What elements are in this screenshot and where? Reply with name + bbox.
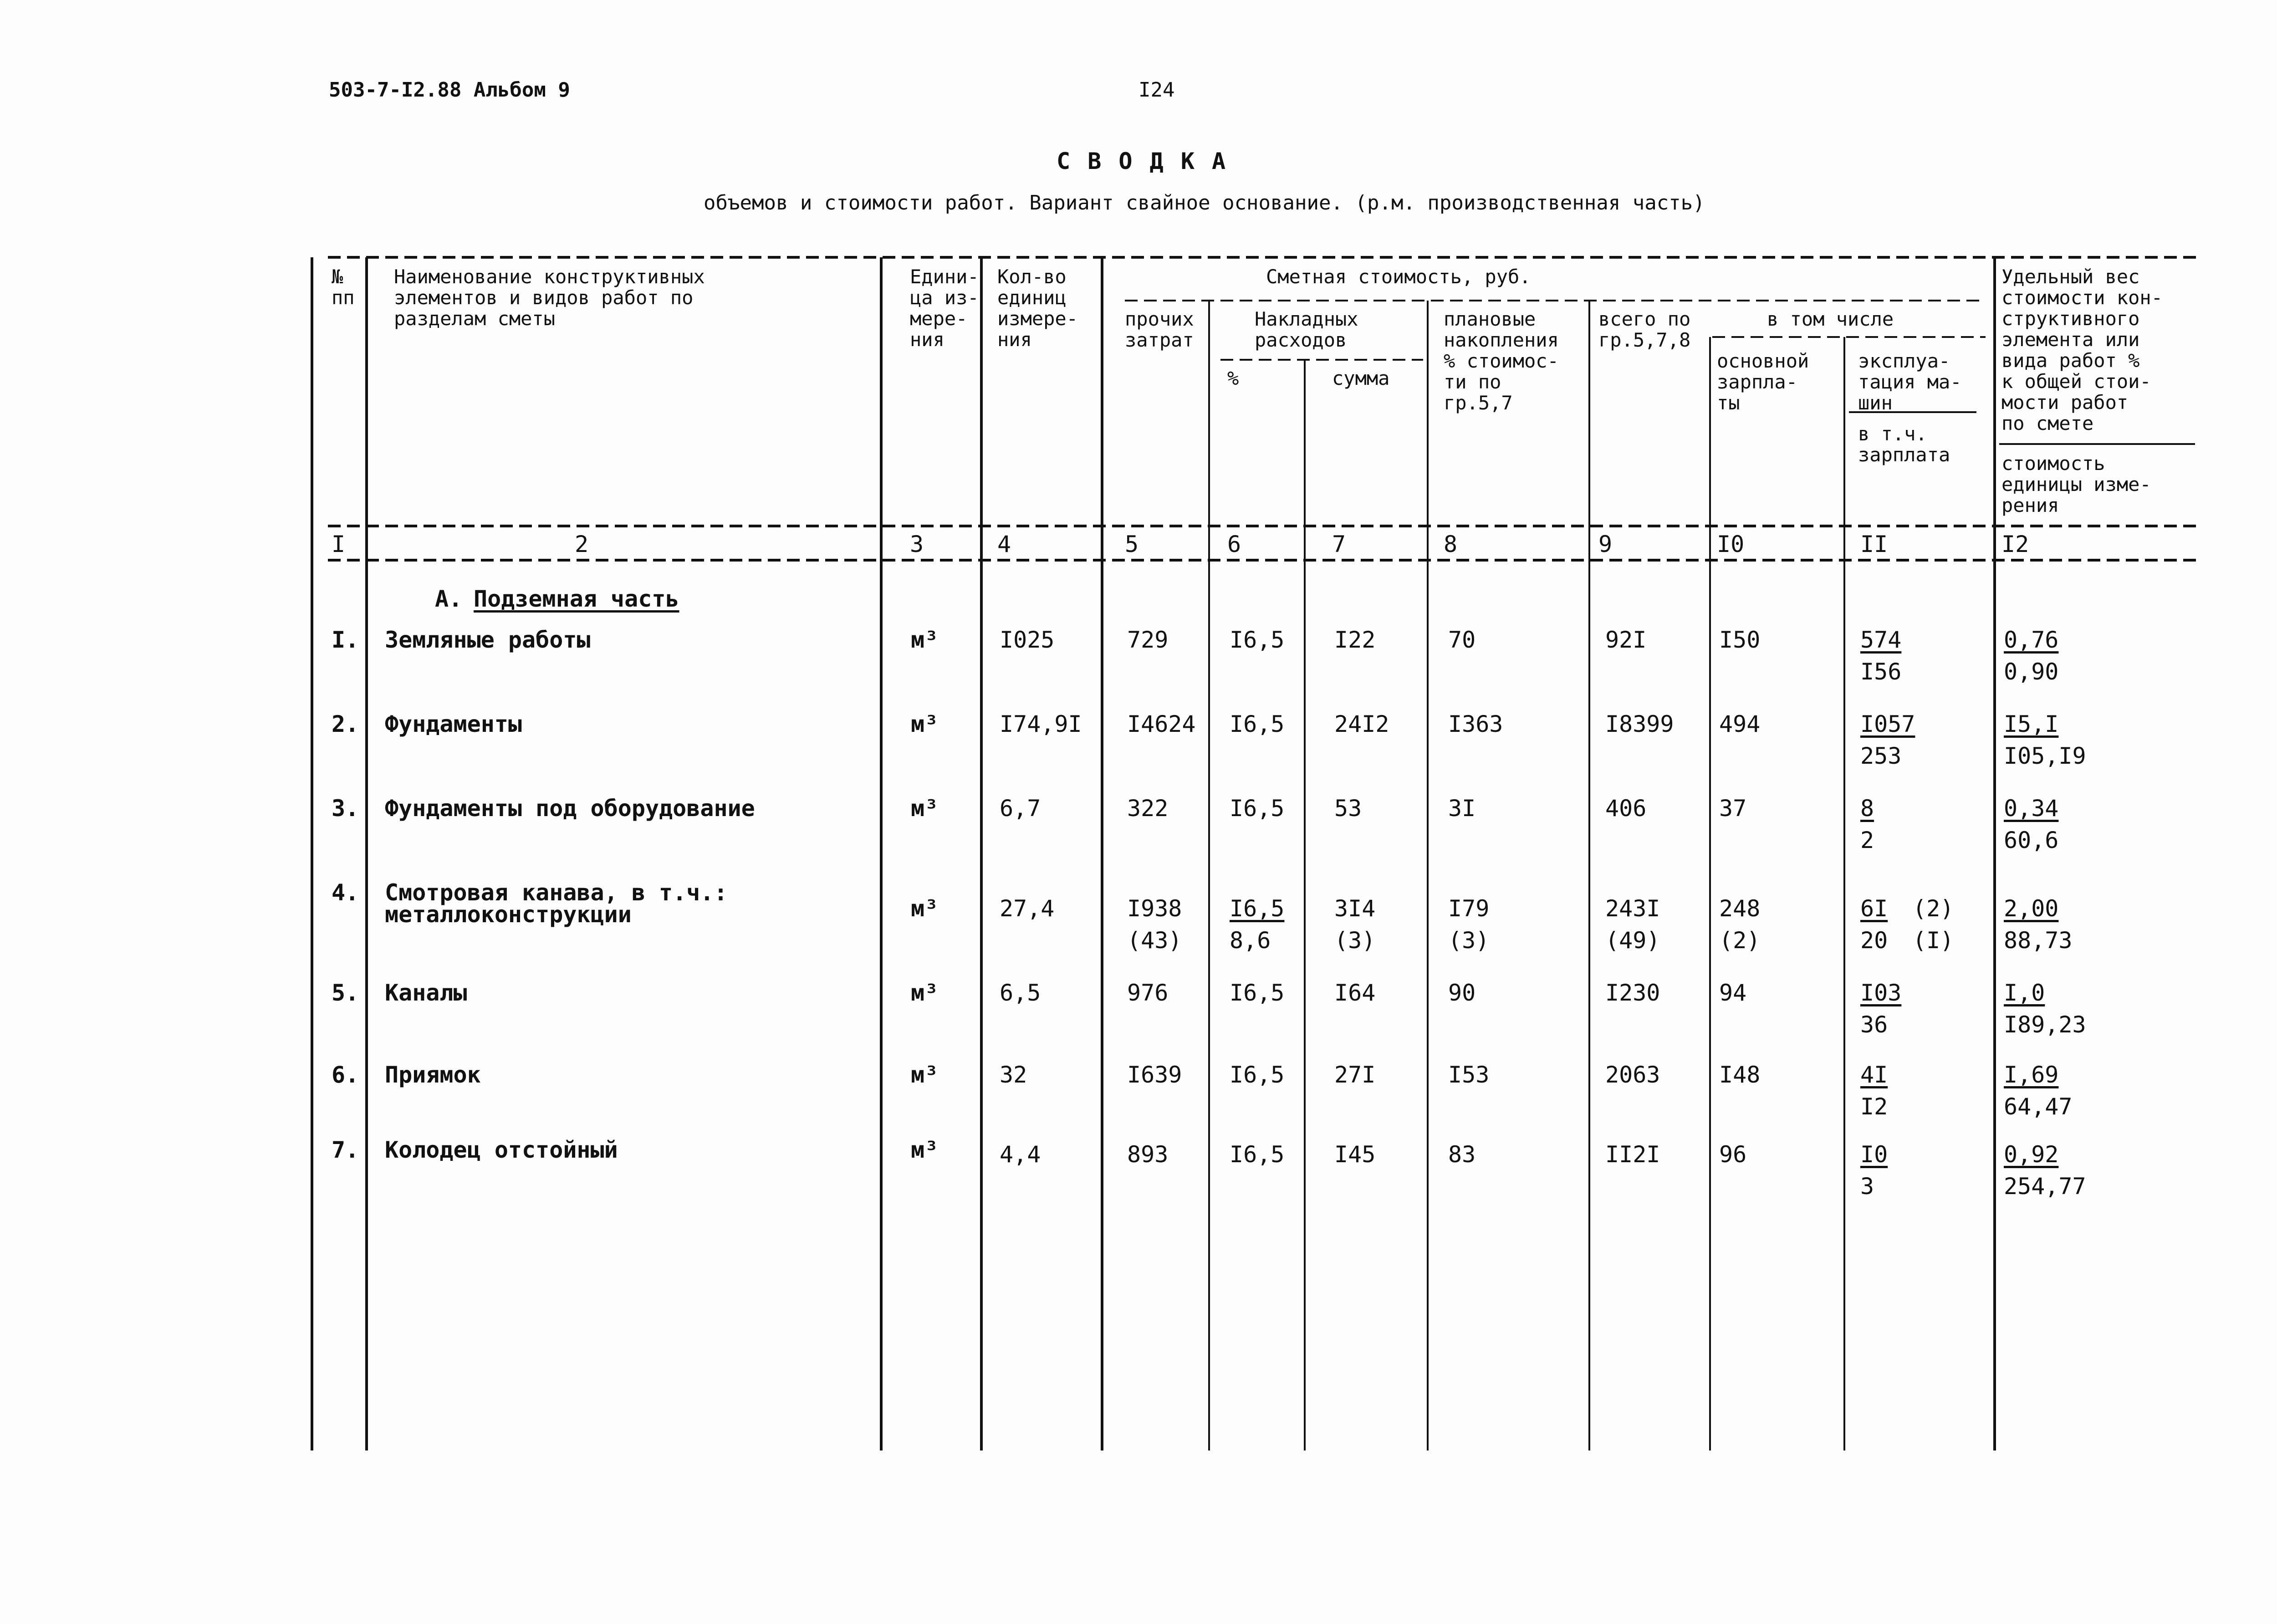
item-name: Каналы bbox=[385, 980, 467, 1006]
row-number: 2. bbox=[332, 711, 359, 737]
header-overhead-percent: % bbox=[1227, 367, 1239, 389]
base-salary: 94 bbox=[1719, 980, 1747, 1006]
quantity: 4,4 bbox=[1000, 1141, 1041, 1168]
header-base-salary: основной зарпла- ты bbox=[1717, 350, 1809, 414]
planned-savings: 90 bbox=[1448, 980, 1476, 1006]
document-code: 503-7-I2.88 Альбом 9 bbox=[329, 78, 570, 102]
header-item-name: Наименование конструктивных элементов и видов работ по разделам сметы bbox=[394, 266, 705, 330]
unit: м³ bbox=[911, 711, 939, 737]
header-machine-operation: эксплуа- тация ма- шин bbox=[1858, 350, 1962, 414]
row-number: 4. bbox=[332, 879, 359, 906]
overhead-sum: 24I2 bbox=[1334, 711, 1389, 737]
total: 92I bbox=[1605, 627, 1647, 653]
header-total: всего по гр.5,7,8 bbox=[1598, 308, 1691, 351]
row-number: I. bbox=[332, 627, 359, 653]
overhead-percent-metal: 8,6 bbox=[1230, 927, 1271, 954]
other-costs: 893 bbox=[1127, 1141, 1169, 1168]
header-estimated-cost: Сметная стоимость, руб. bbox=[1266, 266, 1531, 288]
machine-salary: 253 bbox=[1860, 743, 1902, 769]
page-number: I24 bbox=[1138, 78, 1175, 102]
column-number: I0 bbox=[1717, 531, 1745, 557]
header-including: в том числе bbox=[1767, 308, 1894, 330]
planned-savings: I53 bbox=[1448, 1062, 1490, 1088]
other-costs: I938 bbox=[1127, 895, 1182, 922]
total-metal: (49) bbox=[1605, 927, 1660, 954]
item-name: Земляные работы bbox=[385, 627, 591, 653]
base-salary: 37 bbox=[1719, 795, 1747, 822]
overhead-sum: I64 bbox=[1334, 980, 1376, 1006]
other-costs: 976 bbox=[1127, 980, 1169, 1006]
overhead-percent: I6,5 bbox=[1230, 711, 1285, 737]
other-costs-metal: (43) bbox=[1127, 927, 1182, 954]
machine-salary: I56 bbox=[1860, 659, 1902, 685]
unit: м³ bbox=[911, 980, 939, 1006]
overhead-sum: 27I bbox=[1334, 1062, 1376, 1088]
document-subtitle: объемов и стоимости работ. Вариант свайное основание. (р.м. производственная часть) bbox=[704, 191, 1705, 214]
column-number: 4 bbox=[997, 531, 1011, 557]
share-weight: 0,92 bbox=[2004, 1141, 2059, 1168]
machine-salary: 36 bbox=[1860, 1011, 1888, 1038]
overhead-sum: I22 bbox=[1334, 627, 1376, 653]
quantity: 6,7 bbox=[1000, 795, 1041, 822]
column-number: 7 bbox=[1332, 531, 1346, 557]
unit-cost: 254,77 bbox=[2004, 1173, 2086, 1200]
base-salary: 494 bbox=[1719, 711, 1761, 737]
document-title: С В О Д К А bbox=[1057, 148, 1228, 174]
total: I230 bbox=[1605, 980, 1660, 1006]
column-number: 6 bbox=[1227, 531, 1241, 557]
unit-cost: 0,90 bbox=[2004, 659, 2059, 685]
column-number: I bbox=[332, 531, 346, 557]
other-costs: 322 bbox=[1127, 795, 1169, 822]
column-number: 5 bbox=[1125, 531, 1139, 557]
machine-operation: 6I bbox=[1860, 895, 1888, 922]
unit: м³ bbox=[911, 895, 939, 922]
header-other-costs: прочих затрат bbox=[1125, 308, 1194, 351]
column-number: 8 bbox=[1444, 531, 1458, 557]
header-unit-cost: стоимость единицы изме- рения bbox=[2001, 452, 2151, 516]
total: 243I bbox=[1605, 895, 1660, 922]
total: I8399 bbox=[1605, 711, 1674, 737]
overhead-sum: 53 bbox=[1334, 795, 1362, 822]
overhead-sum-metal: (3) bbox=[1334, 927, 1376, 954]
overhead-percent: I6,5 bbox=[1230, 627, 1285, 653]
share-weight: 2,00 bbox=[2004, 895, 2059, 922]
overhead-percent: I6,5 bbox=[1230, 795, 1285, 822]
item-name-subline: металлоконструкции bbox=[385, 901, 632, 928]
overhead-sum: 3I4 bbox=[1334, 895, 1376, 922]
section-title: Подземная часть bbox=[474, 586, 679, 612]
total: 406 bbox=[1605, 795, 1647, 822]
machine-salary: 20 bbox=[1860, 927, 1888, 954]
header-unit: Едини- ца из- мере- ния bbox=[910, 266, 979, 351]
planned-savings-metal: (3) bbox=[1448, 927, 1490, 954]
base-salary: 248 bbox=[1719, 895, 1761, 922]
base-salary: I50 bbox=[1719, 627, 1761, 653]
header-overhead: Накладных расходов bbox=[1255, 308, 1358, 351]
unit: м³ bbox=[911, 1137, 939, 1163]
quantity: I74,9I bbox=[1000, 711, 1082, 737]
quantity: I025 bbox=[1000, 627, 1055, 653]
machine-operation: 8 bbox=[1860, 795, 1874, 822]
machine-operation: I03 bbox=[1860, 980, 1902, 1006]
machine-operation-metal: (2) bbox=[1913, 895, 1954, 922]
other-costs: I4624 bbox=[1127, 711, 1196, 737]
section-letter: А. bbox=[435, 586, 463, 612]
header-row-number: № пп bbox=[332, 266, 355, 309]
row-number: 5. bbox=[332, 980, 359, 1006]
overhead-percent: I6,5 bbox=[1230, 980, 1285, 1006]
column-number: 9 bbox=[1598, 531, 1613, 557]
other-costs: I639 bbox=[1127, 1062, 1182, 1088]
share-weight: 0,76 bbox=[2004, 627, 2059, 653]
machine-salary: I2 bbox=[1860, 1093, 1888, 1120]
header-machine-salary: в т.ч. зарплата bbox=[1858, 423, 1950, 466]
unit-cost: 64,47 bbox=[2004, 1093, 2073, 1120]
share-weight: I,69 bbox=[2004, 1062, 2059, 1088]
overhead-percent: I6,5 bbox=[1230, 1141, 1285, 1168]
machine-operation: 574 bbox=[1860, 627, 1902, 653]
unit-cost: 88,73 bbox=[2004, 927, 2073, 954]
planned-savings: I363 bbox=[1448, 711, 1503, 737]
other-costs: 729 bbox=[1127, 627, 1169, 653]
overhead-sum: I45 bbox=[1334, 1141, 1376, 1168]
machine-operation: 4I bbox=[1860, 1062, 1888, 1088]
column-number: 2 bbox=[575, 531, 589, 557]
machine-operation: I057 bbox=[1860, 711, 1915, 737]
quantity: 32 bbox=[1000, 1062, 1027, 1088]
item-name: Фундаменты под оборудование bbox=[385, 795, 755, 822]
machine-salary-metal: (I) bbox=[1913, 927, 1954, 954]
column-number: II bbox=[1860, 531, 1888, 557]
unit: м³ bbox=[911, 795, 939, 822]
base-salary-metal: (2) bbox=[1719, 927, 1761, 954]
item-name: Колодец отстойный bbox=[385, 1137, 618, 1163]
planned-savings: 3I bbox=[1448, 795, 1476, 822]
share-weight: I,0 bbox=[2004, 980, 2045, 1006]
machine-salary: 3 bbox=[1860, 1173, 1874, 1200]
base-salary: 96 bbox=[1719, 1141, 1747, 1168]
base-salary: I48 bbox=[1719, 1062, 1761, 1088]
row-number: 7. bbox=[332, 1137, 359, 1163]
share-weight: I5,I bbox=[2004, 711, 2059, 737]
header-share-weight: Удельный вес стоимости кон- структивного элемента или вида работ % к общей стои- мости работ по смете bbox=[2001, 266, 2163, 434]
quantity: 27,4 bbox=[1000, 895, 1055, 922]
share-weight: 0,34 bbox=[2004, 795, 2059, 822]
planned-savings: 83 bbox=[1448, 1141, 1476, 1168]
header-quantity: Кол-во единиц измере- ния bbox=[997, 266, 1078, 351]
machine-operation: I0 bbox=[1860, 1141, 1888, 1168]
item-name: Фундаменты bbox=[385, 711, 522, 737]
column-number: I2 bbox=[2001, 531, 2029, 557]
machine-salary: 2 bbox=[1860, 827, 1874, 853]
unit-cost: I89,23 bbox=[2004, 1011, 2086, 1038]
header-planned-savings: плановые накопления % стоимос- ти по гр.5,7 bbox=[1444, 308, 1559, 414]
overhead-percent: I6,5 bbox=[1230, 895, 1285, 922]
unit: м³ bbox=[911, 627, 939, 653]
planned-savings: 70 bbox=[1448, 627, 1476, 653]
column-number: 3 bbox=[910, 531, 924, 557]
overhead-percent: I6,5 bbox=[1230, 1062, 1285, 1088]
header-overhead-sum: сумма bbox=[1332, 367, 1390, 389]
quantity: 6,5 bbox=[1000, 980, 1041, 1006]
unit: м³ bbox=[911, 1062, 939, 1088]
unit-cost: I05,I9 bbox=[2004, 743, 2086, 769]
item-name: Приямок bbox=[385, 1062, 481, 1088]
total: 2063 bbox=[1605, 1062, 1660, 1088]
row-number: 3. bbox=[332, 795, 359, 822]
total: II2I bbox=[1605, 1141, 1660, 1168]
planned-savings: I79 bbox=[1448, 895, 1490, 922]
item-name: Смотровая канава, в т.ч.: bbox=[385, 879, 728, 906]
row-number: 6. bbox=[332, 1062, 359, 1088]
unit-cost: 60,6 bbox=[2004, 827, 2059, 853]
